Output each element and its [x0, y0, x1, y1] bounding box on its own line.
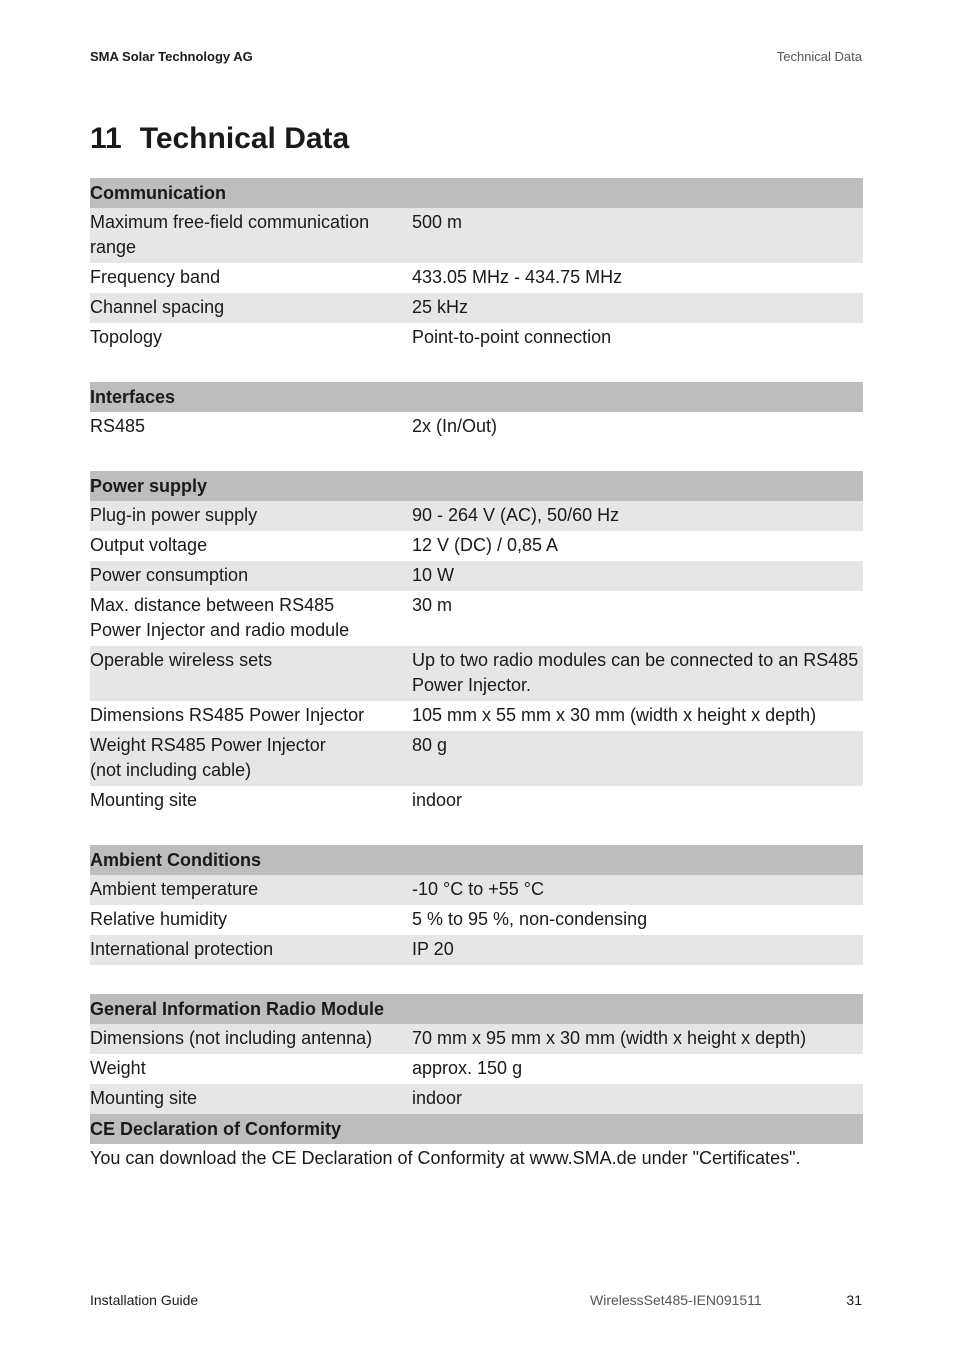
spec-value: 12 V (DC) / 0,85 A — [412, 535, 559, 555]
section-ce-declaration — [90, 1114, 863, 1171]
spec-row — [90, 1054, 863, 1084]
spec-value: 10 W — [412, 565, 455, 585]
spec-label: RS485 — [90, 416, 146, 436]
spec-row — [90, 591, 863, 646]
section-communication — [90, 178, 863, 353]
spec-value: 30 m — [412, 595, 453, 615]
spec-label: Operable wireless sets — [90, 650, 273, 670]
spec-row — [90, 701, 863, 731]
spec-value: 105 mm x 55 mm x 30 mm (width x height x depth) — [412, 705, 817, 725]
footer-guide-title: Installation Guide — [90, 1292, 199, 1308]
spec-sheet — [90, 178, 863, 1171]
spec-row — [90, 935, 863, 965]
spec-row — [90, 786, 863, 816]
section-interfaces — [90, 382, 863, 442]
spec-value: -10 °C to +55 °C — [412, 879, 544, 899]
spec-row — [90, 646, 863, 701]
spec-label: Maximum free-field communication range — [90, 212, 370, 257]
spec-label: Mounting site — [90, 1088, 198, 1108]
section-general-information-radio-module — [90, 994, 863, 1114]
spec-value: 70 mm x 95 mm x 30 mm (width x height x depth) — [412, 1028, 807, 1048]
spec-value: IP 20 — [412, 939, 454, 959]
spec-label: Power consumption — [90, 565, 249, 585]
chapter-title: Technical Data — [139, 122, 350, 155]
page-title — [90, 122, 349, 156]
spec-value: approx. 150 g — [412, 1058, 523, 1078]
section-heading: Interfaces — [90, 382, 863, 412]
spec-row — [90, 905, 863, 935]
section-heading: Power supply — [90, 471, 863, 501]
spec-label: International protection — [90, 939, 274, 959]
spec-value: 2x (In/Out) — [412, 416, 498, 436]
section-heading: Communication — [90, 178, 863, 208]
spec-row — [90, 731, 863, 786]
spec-row — [90, 875, 863, 905]
spec-value: 433.05 MHz - 434.75 MHz — [412, 267, 623, 287]
spec-label: Output voltage — [90, 535, 208, 555]
spec-value: Up to two radio modules can be connected to an RS485 Power Injector. — [412, 650, 859, 695]
spec-value: 5 % to 95 %, non-condensing — [412, 909, 648, 929]
spec-value: 25 kHz — [412, 297, 469, 317]
header-company: SMA Solar Technology AG — [90, 49, 253, 64]
spec-row — [90, 208, 863, 263]
spec-row — [90, 293, 863, 323]
section-ambient-conditions — [90, 845, 863, 965]
spec-label: Weight RS485 Power Injector (not including cable) — [90, 735, 326, 780]
section-heading: General Information Radio Module — [90, 994, 863, 1024]
spec-row — [90, 412, 863, 442]
spec-label: Relative humidity — [90, 909, 228, 929]
chapter-number: 11 — [90, 122, 122, 155]
section-power-supply — [90, 471, 863, 816]
ce-declaration-note: You can download the CE Declaration of Conformity at www.SMA.de under "Certificates". — [90, 1148, 801, 1168]
spec-row — [90, 323, 863, 353]
footer-page-number: 31 — [846, 1292, 862, 1308]
footer-document-id: WirelessSet485-IEN091511 — [590, 1292, 762, 1308]
spec-label: Dimensions (not including antenna) — [90, 1028, 373, 1048]
spec-row — [90, 1024, 863, 1054]
spec-value: 500 m — [412, 212, 463, 232]
spec-label: Plug-in power supply — [90, 505, 258, 525]
spec-label: Channel spacing — [90, 297, 225, 317]
spec-row — [90, 1084, 863, 1114]
spec-value: 80 g — [412, 735, 448, 755]
spec-label: Topology — [90, 327, 163, 347]
header-section: Technical Data — [776, 49, 862, 64]
spec-value: Point-to-point connection — [412, 327, 612, 347]
spec-label: Mounting site — [90, 790, 198, 810]
section-heading: Ambient Conditions — [90, 845, 863, 875]
spec-value: indoor — [412, 790, 463, 810]
spec-label: Frequency band — [90, 267, 221, 287]
spec-row — [90, 263, 863, 293]
spec-value: 90 - 264 V (AC), 50/60 Hz — [412, 505, 620, 525]
spec-label: Dimensions RS485 Power Injector — [90, 705, 365, 725]
spec-value: indoor — [412, 1088, 463, 1108]
spec-row — [90, 531, 863, 561]
spec-label: Weight — [90, 1058, 146, 1078]
spec-row — [90, 561, 863, 591]
spec-label: Ambient temperature — [90, 879, 259, 899]
section-heading: CE Declaration of Conformity — [90, 1114, 863, 1144]
spec-label: Max. distance between RS485 Power Injector and radio module — [90, 595, 350, 640]
spec-row — [90, 501, 863, 531]
